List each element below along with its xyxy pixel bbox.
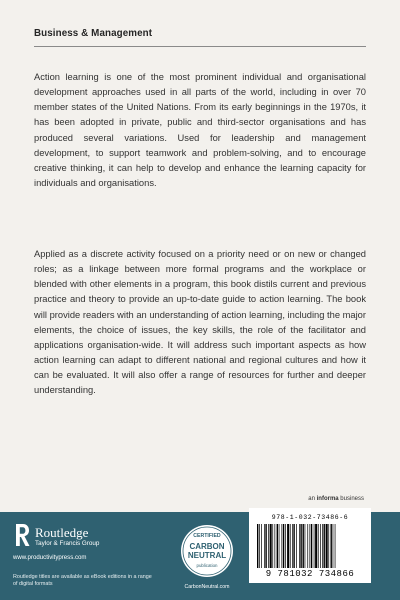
barcode-box [249, 508, 371, 583]
barcode-bar [315, 524, 317, 568]
badge-publication-text: publication [196, 563, 218, 568]
barcode-bar [264, 524, 265, 568]
category-label: Business & Management [34, 28, 153, 39]
barcode-bar [279, 524, 280, 568]
barcode-bar [324, 524, 325, 568]
barcode-bar [318, 524, 319, 568]
barcode-bar [259, 524, 260, 568]
barcode-bar [272, 524, 273, 568]
barcode-bar [293, 524, 294, 568]
publisher-url: www.productivitypress.com [13, 554, 87, 561]
barcode-bar [270, 524, 272, 568]
barcode-bar [320, 524, 321, 568]
barcode-bar [331, 524, 332, 568]
barcode-graphic [255, 524, 365, 572]
barcode-bar [322, 524, 323, 568]
barcode-bar [305, 524, 306, 568]
isbn-bottom: 9 781032 734866 [265, 569, 355, 579]
description-paragraph-1: Action learning is one of the most prominent individual and organisational development approaches used in all parts of the world, including in over 70 member states of the United Nations. From its early beginnings in the 1970s, it has been adopted in private, public and third-sector organisations and has produced several variations. Used for leadership and management development, to support teamwork and problem-solving, and to encourage creative thinking, it can help to develop and enhance the learning capacity for individuals and organisations. [34, 72, 366, 189]
barcode-bar [282, 524, 283, 568]
informa-suffix: business [338, 496, 364, 502]
barcode-bar [310, 524, 311, 568]
barcode-bar [290, 524, 291, 568]
barcode-bar [285, 524, 286, 568]
description-paragraph-2: Applied as a discrete activity focused on a priority need or on new or changed roles; as a linkage between more formal programs and the workplace or blended with other elements in a program, this book distils current and previous practice and theory to provide an up-to-date guide to action learning. The book will provide readers with an understanding of action learning, including the major elements, the choice of issues, the key skills, the role of the facilitator and applications organisation-wide. It will address such important aspects as how action learning can adapt to different national and regional cultures and how it can be evaluated. It will also offer a range of resources for further and deeper understanding. [34, 249, 366, 396]
publisher-name: Routledge [35, 525, 89, 540]
informa-brand: informa [316, 496, 339, 502]
barcode-bar [268, 524, 269, 568]
barcode-bar [287, 524, 289, 568]
badge-certified-text: CERTIFIED [193, 533, 221, 539]
barcode-bar [307, 524, 308, 568]
barcode-bar [296, 524, 297, 568]
barcode-bar [335, 524, 336, 568]
barcode-bar [299, 524, 300, 568]
barcode-bar [292, 524, 293, 568]
badge-url-text: CarbonNeutral.com [184, 584, 230, 590]
isbn-bottom-wrapper [249, 568, 371, 580]
badge-carbon-text: CARBON [189, 542, 225, 551]
barcode-bar [283, 524, 284, 568]
ebook-note: Routledge titles are available as eBook editions in a range of digital formats [13, 574, 152, 587]
barcode-bar [303, 524, 304, 568]
barcode-bar [333, 524, 334, 568]
informa-prefix: an [308, 496, 317, 502]
barcode-bar [265, 524, 266, 568]
isbn-top: 978-1-032-73486-6 [271, 514, 349, 521]
barcode-bar [275, 524, 276, 568]
barcode-bar [326, 524, 328, 568]
barcode-bar [257, 524, 258, 568]
barcode-bar [328, 524, 329, 568]
barcode-bar [311, 524, 312, 568]
routledge-logo-icon [13, 522, 31, 548]
barcode-bar [300, 524, 301, 568]
barcode-bar [277, 524, 278, 568]
informa-business-tag [308, 496, 364, 502]
barcode-bar [261, 524, 262, 568]
badge-neutral-text: NEUTRAL [187, 551, 227, 560]
publisher-group: Taylor & Francis Group [35, 540, 100, 547]
header-rule [34, 46, 366, 47]
barcode-bar [314, 524, 315, 568]
carbon-neutral-badge-icon [172, 517, 242, 597]
